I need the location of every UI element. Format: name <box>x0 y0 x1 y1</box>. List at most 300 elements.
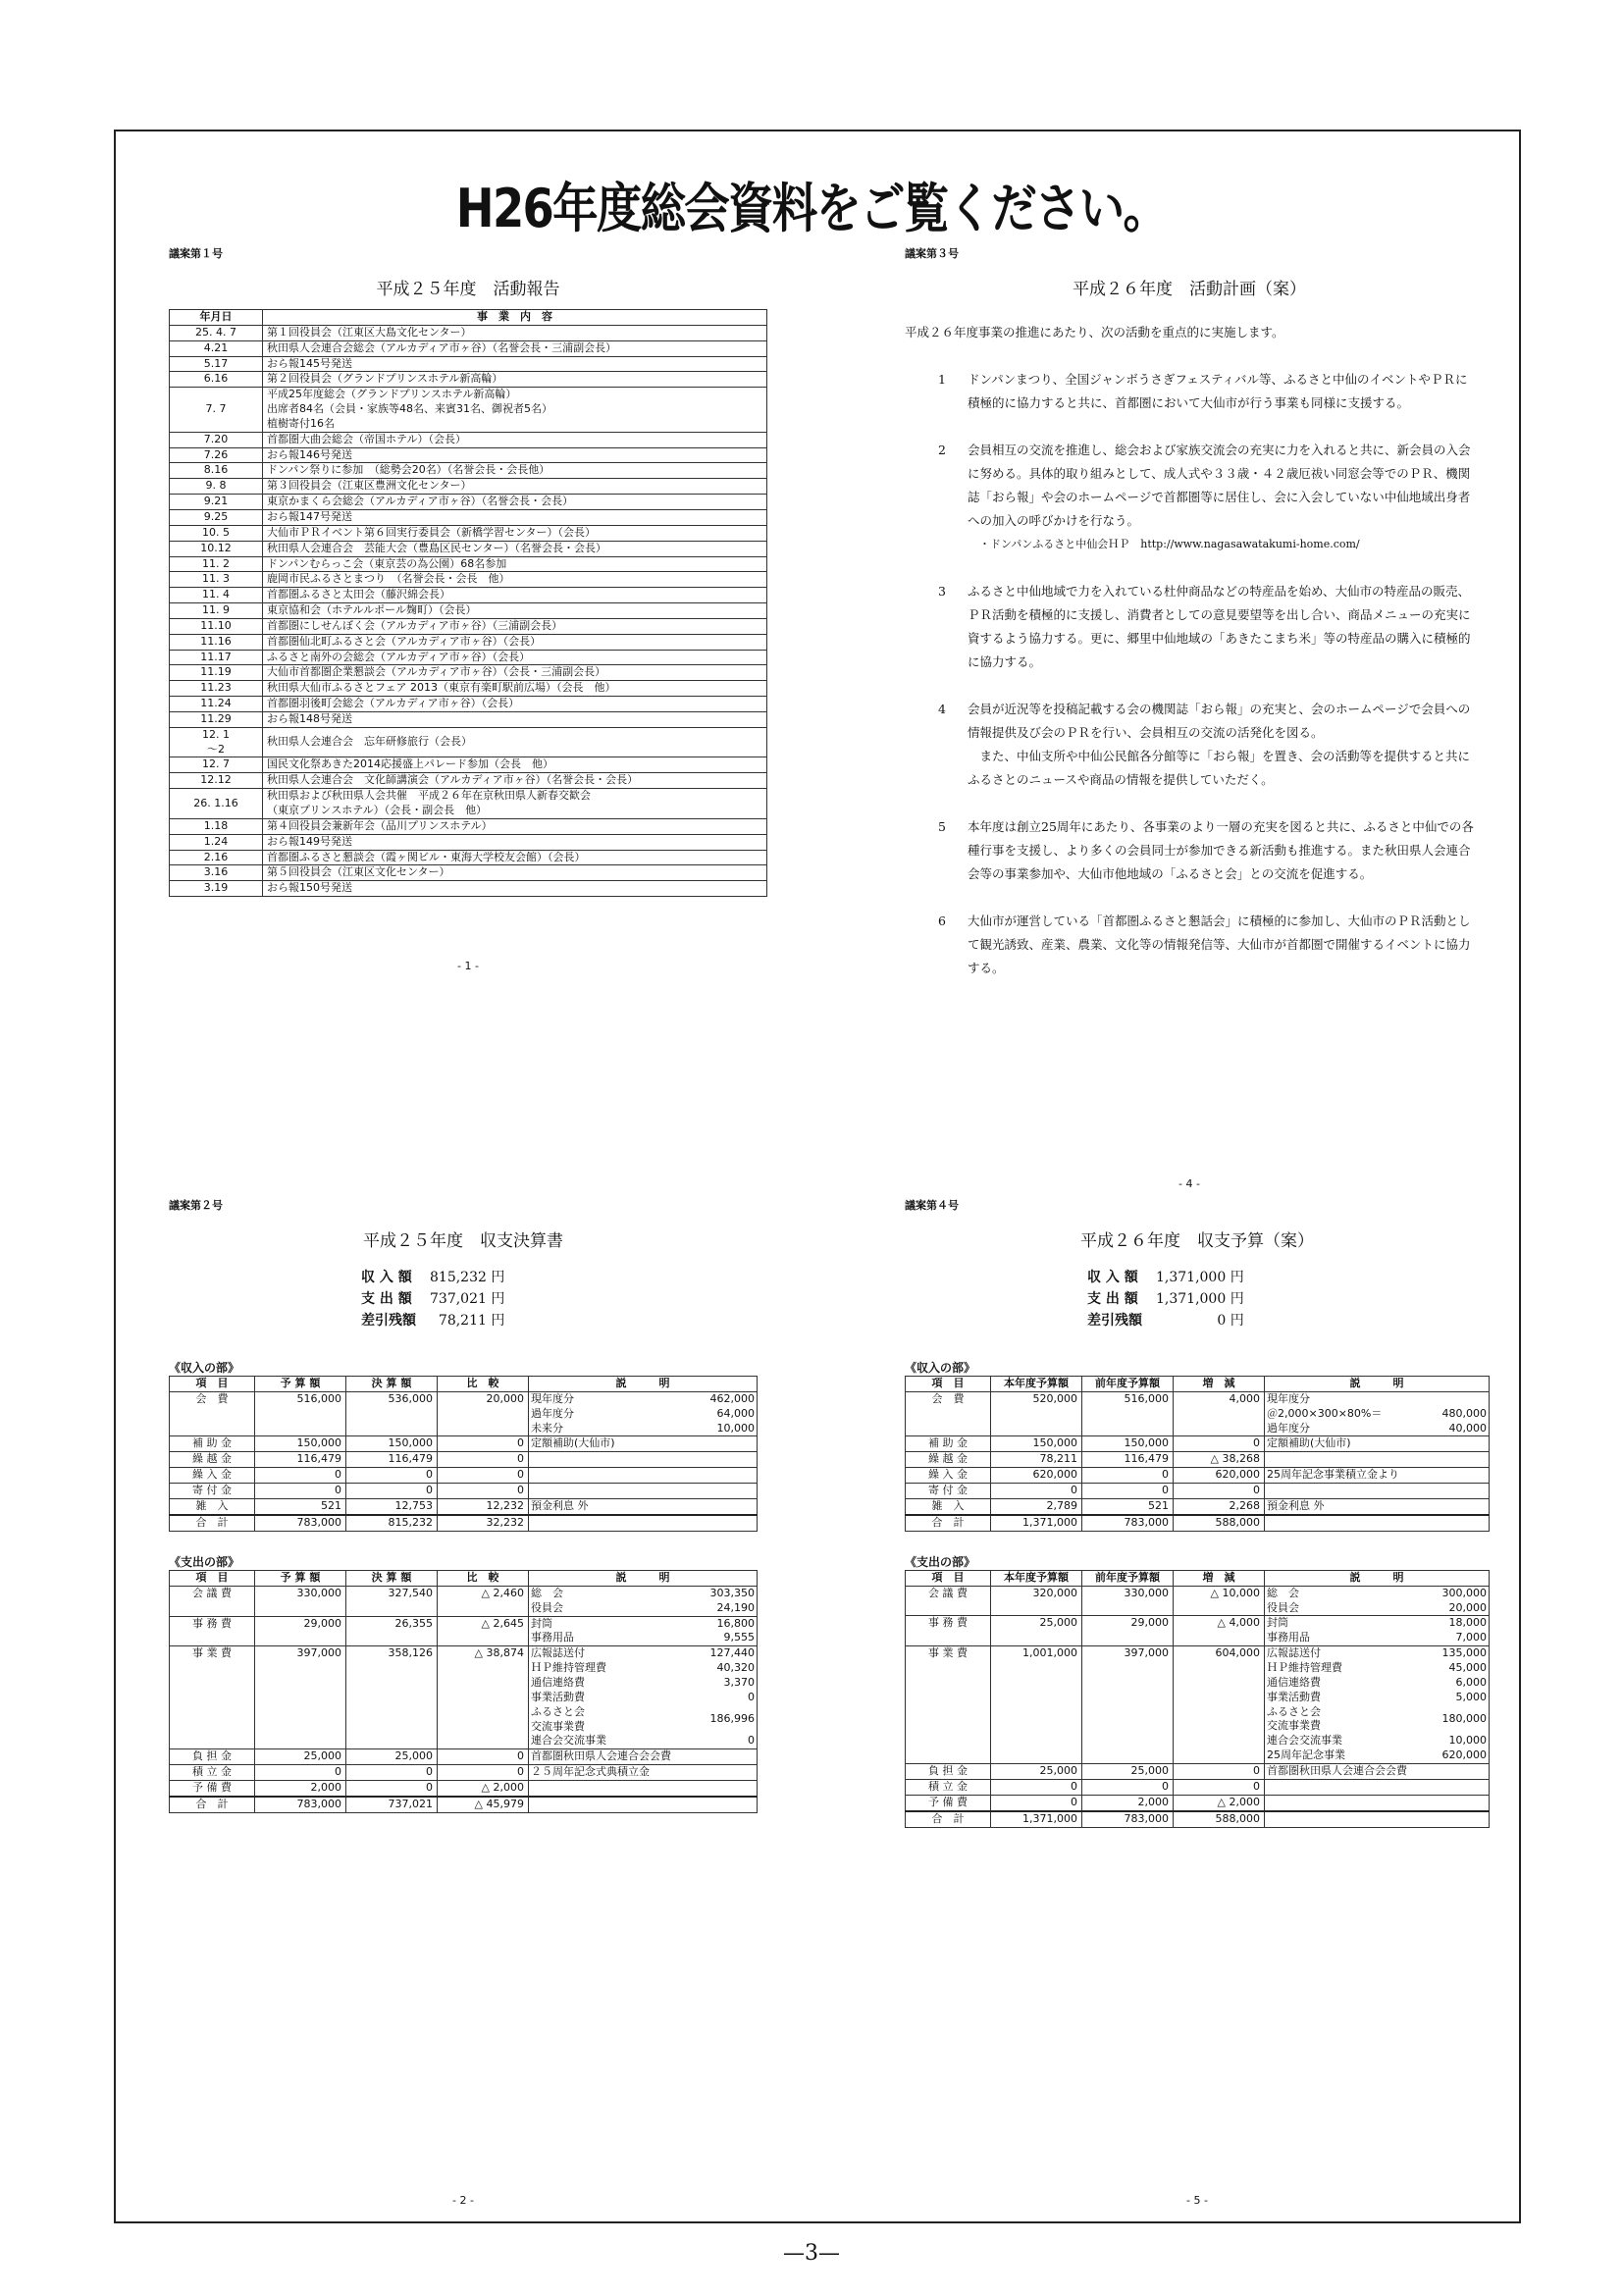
description-label: 総 会 <box>1267 1586 1299 1599</box>
description-amount <box>1479 1436 1489 1451</box>
row-item: 事 業 費 <box>170 1646 255 1749</box>
row-description <box>1265 1468 1490 1484</box>
plan-item-number: 5 <box>938 819 946 834</box>
row-budget: 2,789 <box>991 1499 1082 1515</box>
row-content: 第４回役員会兼新年会（品川プリンスホテル） <box>263 818 767 834</box>
description-label: 通信連絡費 <box>1267 1675 1321 1689</box>
col-header: 予 算 額 <box>255 1377 346 1392</box>
table-row <box>906 1586 1490 1616</box>
summary-value: 815,232 円 <box>430 1270 505 1285</box>
summary-value: 737,021 円 <box>430 1291 505 1307</box>
plan-item-body <box>968 815 1474 886</box>
row-budget: 520,000 <box>991 1391 1082 1436</box>
row-item: 事 業 費 <box>906 1646 991 1764</box>
description-list <box>1265 1484 1489 1498</box>
row-content: おら報148号発送 <box>263 711 767 727</box>
description-line <box>529 1676 757 1691</box>
description-label: 役員会 <box>1267 1600 1299 1614</box>
description-list <box>529 1516 757 1531</box>
row-description <box>1265 1795 1490 1811</box>
row-budget: 25,000 <box>991 1763 1082 1779</box>
row-date: 12. 7 <box>170 757 263 773</box>
description-label: ２５周年記念式典積立金 <box>531 1765 650 1779</box>
description-label: ふるさと会 交流事業費 <box>531 1704 585 1733</box>
table-row <box>906 1795 1490 1811</box>
row-content: 首都圏羽後町会総会（アルカディア市ヶ谷）（会長） <box>263 697 767 712</box>
col-header: 項 目 <box>906 1377 991 1392</box>
header-row <box>906 1570 1490 1586</box>
row-content: 鹿岡市民ふるさとまつり （名誉会長・会長 他） <box>263 572 767 588</box>
row-description <box>529 1780 758 1797</box>
plan-item-body <box>968 910 1474 980</box>
section-activity-plan <box>905 245 1474 1190</box>
page-title: H26年度総会資料をご覧ください。 <box>455 178 1168 239</box>
row-item: 予 備 費 <box>170 1780 255 1797</box>
row-diff: 4,000 <box>1174 1391 1265 1436</box>
income-heading: 《収入の部》 <box>169 1361 240 1375</box>
row-content: おら報147号発送 <box>263 509 767 525</box>
description-empty <box>529 1516 757 1531</box>
row-budget: 521 <box>255 1499 346 1515</box>
header-row <box>170 1571 758 1587</box>
row-item: 補 助 金 <box>170 1436 255 1452</box>
row-date: 9.25 <box>170 509 263 525</box>
description-list <box>529 1484 757 1498</box>
table-row <box>170 881 767 897</box>
row-actual: 116,479 <box>1082 1452 1174 1468</box>
row-actual: 150,000 <box>1082 1436 1174 1452</box>
row-diff: 620,000 <box>1174 1468 1265 1484</box>
settlement-summary <box>353 1265 512 1331</box>
table-row <box>170 325 767 340</box>
description-empty <box>1265 1812 1489 1827</box>
summary-label: 収 入 額 <box>361 1270 412 1285</box>
row-content: 秋田県および秋田県人会共催 平成２６年在京秋田県人新春交歓会 （東京プリンスホテル）（会長・副会長 他） <box>263 789 767 819</box>
row-date: 4.21 <box>170 340 263 356</box>
row-item: 合 計 <box>170 1797 255 1813</box>
table-row <box>170 711 767 727</box>
description-amount: 462,000 <box>709 1391 755 1405</box>
col-header: 説 明 <box>1265 1570 1490 1586</box>
col-header: 増 減 <box>1174 1377 1265 1392</box>
table-row <box>906 1499 1490 1515</box>
table-row <box>170 697 767 712</box>
plan-item <box>938 698 1474 792</box>
income-heading: 《収入の部》 <box>905 1361 976 1375</box>
description-list <box>529 1436 757 1451</box>
col-header: 項 目 <box>170 1571 255 1587</box>
row-content: 第２回役員会（グランドプリンスホテル新高輪） <box>263 372 767 388</box>
row-budget: 0 <box>255 1484 346 1499</box>
plan-item <box>938 439 1474 556</box>
row-content: ふるさと南外の会総会（アルカディア市ヶ谷）（会長） <box>263 650 767 665</box>
description-list <box>529 1749 757 1764</box>
row-date: 11. 9 <box>170 603 263 619</box>
description-label: ＨＰ維持管理費 <box>1267 1660 1342 1674</box>
section-label: 議案第２号 <box>169 1199 223 1212</box>
row-item: 会 費 <box>170 1391 255 1436</box>
row-diff: △ 4,000 <box>1174 1616 1265 1646</box>
plan-items <box>905 368 1474 980</box>
description-line <box>529 1749 757 1764</box>
table-row <box>170 789 767 819</box>
table-row <box>170 1391 758 1436</box>
description-line <box>529 1407 757 1422</box>
description-list <box>1265 1516 1489 1531</box>
table-row <box>906 1468 1490 1484</box>
description-list <box>529 1765 757 1780</box>
row-budget: 150,000 <box>255 1436 346 1452</box>
table-row <box>170 340 767 356</box>
description-line <box>529 1646 757 1661</box>
total-row <box>906 1811 1490 1828</box>
table-row <box>170 618 767 634</box>
description-line <box>1265 1452 1489 1467</box>
plan-item-text: 本年度は創立25周年にあたり、各事業のより一層の充実を図ると共に、ふるさと中仙での各種行事を支援し、より多くの会員同士が参加できる新活動も推進する。また秋田県人会連合会等の事業参加や、大仙市他地域の「ふるさと会」との交流を促進する。 <box>968 819 1474 881</box>
row-content: ドンパンむらっこ会（東京芸の為公園）68名参加 <box>263 556 767 572</box>
description-line <box>1265 1616 1489 1631</box>
row-item: 積 立 金 <box>170 1765 255 1781</box>
row-description <box>1265 1515 1490 1532</box>
description-label: 未来分 <box>531 1421 563 1435</box>
description-line <box>1265 1587 1489 1601</box>
row-item: 事 務 費 <box>906 1616 991 1646</box>
description-list <box>529 1499 757 1514</box>
row-diff: 604,000 <box>1174 1646 1265 1764</box>
col-header: 項 目 <box>906 1570 991 1586</box>
footer-page-number: —3— <box>783 2241 840 2266</box>
row-item: 合 計 <box>906 1811 991 1828</box>
row-budget: 1,371,000 <box>991 1811 1082 1828</box>
table-row <box>170 356 767 372</box>
row-date: 1.18 <box>170 818 263 834</box>
description-line <box>1265 1631 1489 1645</box>
row-content: 東京かまくら会総会（アルカディア市ヶ谷）（名誉会長・会長） <box>263 495 767 510</box>
description-label: 連合会交流事業 <box>531 1734 606 1748</box>
row-diff: 2,268 <box>1174 1499 1265 1515</box>
description-list <box>1265 1646 1489 1763</box>
row-budget: 320,000 <box>991 1586 1082 1616</box>
row-date: 11. 2 <box>170 556 263 572</box>
description-empty <box>1265 1484 1489 1498</box>
row-description <box>529 1646 758 1749</box>
description-line <box>1265 1392 1489 1407</box>
row-diff: 0 <box>438 1484 529 1499</box>
plan-item <box>938 910 1474 980</box>
table-row <box>170 463 767 479</box>
description-line <box>1265 1796 1489 1810</box>
col-header: 比 較 <box>438 1571 529 1587</box>
description-line <box>529 1781 757 1796</box>
row-date: 11. 3 <box>170 572 263 588</box>
row-content: 秋田県人会連合会総会（アルカディア市ヶ谷）（名誉会長・三浦副会長） <box>263 340 767 356</box>
total-row <box>906 1515 1490 1532</box>
row-date: 12.12 <box>170 773 263 789</box>
row-content: ドンパン祭りに参加 （総勢会20名）（名誉会長・会長他） <box>263 463 767 479</box>
description-label: 預金利息 外 <box>531 1499 589 1513</box>
plan-item-number: 4 <box>938 702 946 716</box>
row-actual: 815,232 <box>346 1515 438 1532</box>
row-description <box>529 1749 758 1765</box>
row-diff: 0 <box>438 1749 529 1765</box>
summary-value: 0 円 <box>1217 1313 1244 1329</box>
description-line <box>1265 1764 1489 1779</box>
row-item: 補 助 金 <box>906 1436 991 1452</box>
row-budget: 29,000 <box>255 1616 346 1646</box>
description-amount: 6,000 <box>1455 1675 1487 1689</box>
row-diff: 0 <box>1174 1763 1265 1779</box>
row-budget: 150,000 <box>991 1436 1082 1452</box>
page-number: - 5 - <box>1186 2194 1208 2207</box>
row-content: 秋田県大仙市ふるさとフェア 2013（東京有楽町駅前広場）（会長 他） <box>263 681 767 697</box>
row-item: 合 計 <box>170 1515 255 1532</box>
summary-label: 差引残額 <box>1087 1313 1142 1329</box>
description-line <box>529 1617 757 1632</box>
header-row <box>170 1377 758 1392</box>
row-actual: 521 <box>1082 1499 1174 1515</box>
row-actual: 358,126 <box>346 1646 438 1749</box>
page-number: - 2 - <box>452 2194 474 2207</box>
table-row <box>170 372 767 388</box>
table-row <box>170 1646 758 1749</box>
table-row <box>170 757 767 773</box>
description-line <box>529 1705 757 1735</box>
row-description <box>1265 1811 1490 1828</box>
plan-item-text: 会員相互の交流を推進し、総会および家族交流会の充実に力を入れると共に、新会員の入会に努める。具体的取り組みとして、成人式や３３歳・４２歳厄祓い同窓会等でのＰＲ、機関誌「おら報」や会のホームページで首都圏等に居住し、会に入会していない中仙地域出身者への加入の呼びかけを行なう。 <box>968 443 1471 528</box>
row-description <box>1265 1391 1490 1436</box>
row-item: 雑 入 <box>906 1499 991 1515</box>
row-budget: 620,000 <box>991 1468 1082 1484</box>
row-date: 7. 7 <box>170 388 263 433</box>
description-line <box>529 1661 757 1676</box>
plan-item <box>938 368 1474 415</box>
description-list <box>1265 1812 1489 1827</box>
description-amount: 20,000 <box>1448 1600 1487 1614</box>
row-actual: 2,000 <box>1082 1795 1174 1811</box>
plan-item-number: 2 <box>938 443 946 457</box>
table-row <box>170 588 767 603</box>
row-content: 第５回役員会（江東区文化センター） <box>263 865 767 881</box>
description-amount: 5,000 <box>1455 1690 1487 1703</box>
row-budget: 2,000 <box>255 1780 346 1797</box>
row-actual: 330,000 <box>1082 1586 1174 1616</box>
plan-item-number: 3 <box>938 584 946 599</box>
plan-item <box>938 580 1474 674</box>
description-amount: 186,996 <box>709 1712 755 1726</box>
row-actual: 536,000 <box>346 1391 438 1436</box>
summary-row <box>1081 1310 1250 1330</box>
summary-label: 支 出 額 <box>1087 1291 1138 1307</box>
row-description <box>1265 1436 1490 1452</box>
row-content: 国民文化祭あきた2014応援盛上パレード参加（会長 他） <box>263 757 767 773</box>
description-label: ＠2,000×300×80%＝ <box>1267 1406 1383 1420</box>
row-actual: 12,753 <box>346 1499 438 1515</box>
description-line <box>529 1452 757 1467</box>
description-empty <box>1265 1780 1489 1795</box>
plan-intro: 平成２６年度事業の推進にあたり、次の活動を重点的に実施します。 <box>905 325 1284 339</box>
description-amount: 620,000 <box>1441 1748 1487 1762</box>
row-actual: 116,479 <box>346 1452 438 1468</box>
col-header: 決 算 額 <box>346 1377 438 1392</box>
description-empty <box>1265 1452 1489 1467</box>
table-row <box>170 479 767 495</box>
description-line <box>1265 1780 1489 1795</box>
plan-item-text: ドンパンまつり、全国ジャンボうさぎフェスティバル等、ふるさと中仙のイベントやＰＲに積極的に協力すると共に、首都圏において大仙市が行う事業も同様に支援する。 <box>968 372 1468 410</box>
row-date: 8.16 <box>170 463 263 479</box>
description-label: 過年度分 <box>531 1406 574 1420</box>
description-label: 現年度分 <box>531 1391 574 1405</box>
table-row <box>170 650 767 665</box>
row-content: おら報149号発送 <box>263 834 767 850</box>
description-line <box>1265 1601 1489 1616</box>
summary-value: 78,211 円 <box>438 1313 505 1329</box>
row-description <box>529 1765 758 1781</box>
row-date: 7.26 <box>170 447 263 463</box>
plan-item-body <box>968 439 1474 556</box>
description-amount <box>750 1765 757 1780</box>
row-actual: 0 <box>1082 1484 1174 1499</box>
row-content: 秋田県人会連合会 文化師講演会（アルカディア市ヶ谷）（名誉会長・会長） <box>263 773 767 789</box>
plan-item-extra: また、中仙支所や中仙公民館各分館等に「おら報」を置き、会の活動等を提供すると共にふるさとのニュースや商品の情報を提供していただく。 <box>968 749 1471 787</box>
row-date: 1.24 <box>170 834 263 850</box>
row-actual: 0 <box>346 1780 438 1797</box>
row-description <box>1265 1499 1490 1515</box>
row-budget: 0 <box>255 1765 346 1781</box>
description-label: 25周年記念事業積立金より <box>1267 1468 1399 1482</box>
description-amount: 45,000 <box>1448 1660 1487 1674</box>
row-content: 秋田県人会連合会 芸能大会（豊島区民センター）（名誉会長・会長） <box>263 541 767 556</box>
section-settlement <box>169 1197 758 2207</box>
description-label: 定額補助(大仙市) <box>1267 1436 1351 1450</box>
row-budget: 116,479 <box>255 1452 346 1468</box>
description-list <box>529 1452 757 1467</box>
col-header-content: 事 業 内 容 <box>263 310 767 326</box>
row-item: 繰 越 金 <box>170 1452 255 1468</box>
description-empty <box>1265 1796 1489 1810</box>
row-actual: 25,000 <box>346 1749 438 1765</box>
description-list <box>1265 1499 1489 1514</box>
table-row <box>170 509 767 525</box>
summary-value: 1,371,000 円 <box>1156 1291 1244 1307</box>
description-label: 広報誌送付 <box>1267 1646 1321 1660</box>
description-list <box>1265 1436 1489 1451</box>
section-label: 議案第４号 <box>905 1199 959 1212</box>
col-header: 前年度予算額 <box>1082 1377 1174 1392</box>
row-item: 寄 付 金 <box>906 1484 991 1499</box>
expense-heading: 《支出の部》 <box>905 1554 976 1569</box>
row-date: 7.20 <box>170 432 263 447</box>
header-row <box>906 1377 1490 1392</box>
table-row <box>170 1452 758 1468</box>
table-row <box>170 525 767 541</box>
description-line <box>1265 1499 1489 1514</box>
description-line <box>529 1484 757 1498</box>
table-row <box>170 818 767 834</box>
row-item: 合 計 <box>906 1515 991 1532</box>
row-content: 秋田県人会連合会 忘年研修旅行（会長） <box>263 727 767 757</box>
description-label: 封筒 <box>531 1616 552 1630</box>
description-amount: 3,370 <box>723 1675 755 1689</box>
row-diff: △ 2,000 <box>438 1780 529 1797</box>
row-diff: △ 10,000 <box>1174 1586 1265 1616</box>
description-label: 総 会 <box>531 1586 563 1599</box>
col-header: 比 較 <box>438 1377 529 1392</box>
table-row <box>170 1749 758 1765</box>
row-date: 9. 8 <box>170 479 263 495</box>
table-row <box>906 1616 1490 1646</box>
row-content: おら報150号発送 <box>263 881 767 897</box>
row-actual: 397,000 <box>1082 1646 1174 1764</box>
section-activity-report <box>169 245 767 972</box>
row-budget: 0 <box>255 1468 346 1484</box>
description-list <box>1265 1468 1489 1483</box>
row-diff: 32,232 <box>438 1515 529 1532</box>
description-amount: 127,440 <box>709 1646 755 1660</box>
row-date: 6.16 <box>170 372 263 388</box>
row-date: 11.29 <box>170 711 263 727</box>
description-line <box>529 1734 757 1748</box>
row-diff: △ 38,874 <box>438 1646 529 1749</box>
description-line <box>1265 1812 1489 1827</box>
description-line <box>1265 1661 1489 1676</box>
row-description <box>529 1515 758 1532</box>
description-line <box>529 1601 757 1616</box>
row-item: 繰 入 金 <box>170 1468 255 1484</box>
plan-item-text: ふるさと中仙地域で力を入れている杜仲商品などの特産品を始め、大仙市の特産品の販売、ＰＲ活動を積極的に支援し、消費者としての意見要望等を出し合い、商品メニューの充実に資するよう協力する。更に、郷里中仙地域の「あきたこまち米」等の特産品の購入に積極的に協力する。 <box>968 584 1471 669</box>
description-line <box>529 1765 757 1780</box>
description-empty <box>529 1468 757 1483</box>
description-line <box>1265 1407 1489 1422</box>
row-diff: △ 2,645 <box>438 1616 529 1646</box>
table-row <box>170 603 767 619</box>
description-line <box>1265 1436 1489 1451</box>
row-budget: 330,000 <box>255 1586 346 1616</box>
table-row <box>170 850 767 865</box>
row-content: 首都圏ふるさと太田会（藤沢綿会長） <box>263 588 767 603</box>
description-label: 通信連絡費 <box>531 1675 585 1689</box>
row-item: 予 備 費 <box>906 1795 991 1811</box>
table-row <box>170 727 767 757</box>
row-description <box>1265 1763 1490 1779</box>
description-label: 25周年記念事業 <box>1267 1748 1345 1762</box>
description-amount: 303,350 <box>709 1586 755 1599</box>
row-budget: 783,000 <box>255 1797 346 1813</box>
plan-item-body <box>968 368 1474 415</box>
row-description <box>529 1452 758 1468</box>
income-table <box>905 1376 1490 1532</box>
row-budget: 0 <box>991 1484 1082 1499</box>
summary-row <box>355 1310 510 1330</box>
row-description <box>1265 1452 1490 1468</box>
table-row <box>170 572 767 588</box>
col-header-date: 年月日 <box>170 310 263 326</box>
description-label: 現年度分 <box>1267 1391 1310 1405</box>
description-amount: 7,000 <box>1455 1631 1487 1644</box>
row-description <box>1265 1616 1490 1646</box>
description-line <box>529 1691 757 1705</box>
description-amount: 64,000 <box>716 1406 755 1420</box>
row-actual: 327,540 <box>346 1586 438 1616</box>
row-item: 負 担 金 <box>906 1763 991 1779</box>
description-amount: 10,000 <box>1448 1734 1487 1748</box>
description-line <box>1265 1646 1489 1661</box>
activity-table <box>169 309 767 897</box>
col-header: 説 明 <box>1265 1377 1490 1392</box>
row-budget: 25,000 <box>255 1749 346 1765</box>
table-row <box>170 1780 758 1797</box>
row-description <box>529 1797 758 1813</box>
table-row <box>170 432 767 447</box>
